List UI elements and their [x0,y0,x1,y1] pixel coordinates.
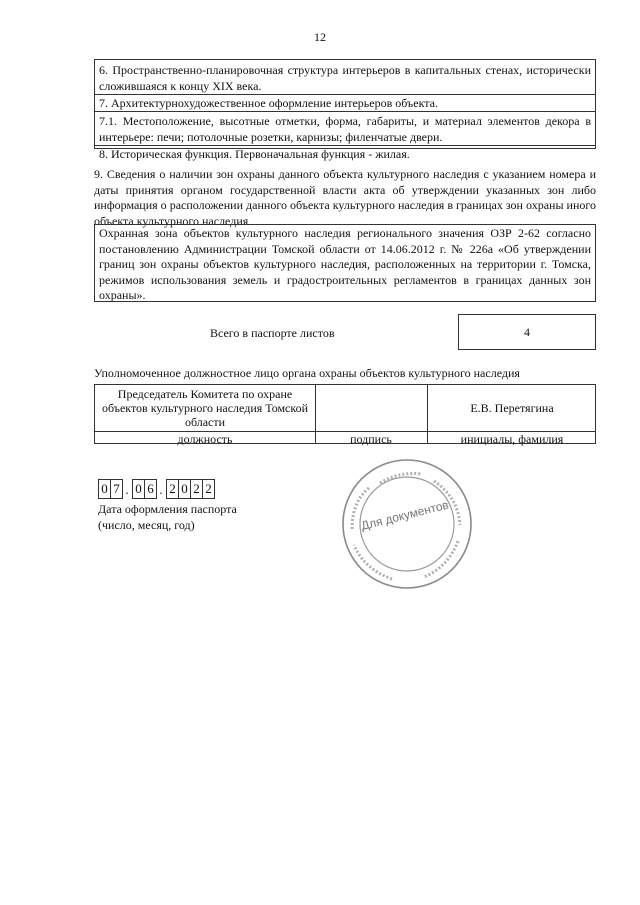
stamp-text: Для документов [359,497,451,533]
signature-table [94,384,596,444]
protection-zone-box: Охранная зона объектов культурного наследия регионального значения ОЗР 2-62 согласно постановлению Администрации Томской области от 14.06.2012 г. № 226а «Об утверждении границ зон охраны объектов культурного наследия, расположенных на территории г. Томска, режимов использования земель и градостроительных регламентов в границах данных зон охраны». [94,224,596,302]
features-table [94,59,596,161]
issue-date [98,479,214,499]
stamp-graphic [340,457,474,591]
date-digit: 0 [178,479,191,499]
date-digit: 2 [190,479,203,499]
item-8: 8. Историческая функция. Первоначальная функция - жилая. [99,147,410,161]
date-digit: 7 [110,479,123,499]
date-digit: 0 [132,479,145,499]
date-digit: 6 [144,479,157,499]
authorized-official-label: Уполномоченное должностное лицо органа охраны объектов культурного наследия [94,366,520,380]
name-caption: инициалы, фамилия [460,432,564,446]
issue-date-label [98,501,237,533]
date-digit: 0 [98,479,111,499]
total-sheets-label: Всего в паспорте листов [210,326,335,340]
item-7: 7. Архитектурнохудожественное оформление интерьеров объекта. [95,95,595,112]
date-digit: 2 [166,479,179,499]
signature-caption: подпись [350,432,392,446]
section-9-heading: 9. Сведения о наличии зон охраны данного объекта культурного наследия с указанием номера и даты принятия органом государственной власти акта об утверждении указанных зон либо информация о расположении данного объекта культурного наследия в границах зон охраны иного объекта культурного наследия [94,167,596,228]
date-separator: . [159,482,163,497]
date-separator: . [125,482,129,497]
issue-date-label-line: (число, месяц, год) [98,518,195,532]
name-value: Е.В. Перетягина [470,401,554,415]
date-digit: 2 [202,479,215,499]
total-sheets-value: 4 [458,314,596,350]
position-value: Председатель Комитета по охране объектов культурного наследия Томской области [101,387,309,429]
issue-date-label-line: Дата оформления паспорта [98,502,237,516]
official-stamp [340,457,474,591]
item-6: 6. Пространственно-планировочная структура интерьеров в капитальных стенах, исторически сложившаяся к концу XIX века. [95,60,595,95]
page-number: 12 [314,30,326,44]
item-7-1: 7.1. Местоположение, высотные отметки, форма, габариты, и материал элементов декора в интерьере: печи; потолочные розетки, карнизы; филенчатые двери. [95,112,595,146]
position-caption: должность [177,432,233,446]
